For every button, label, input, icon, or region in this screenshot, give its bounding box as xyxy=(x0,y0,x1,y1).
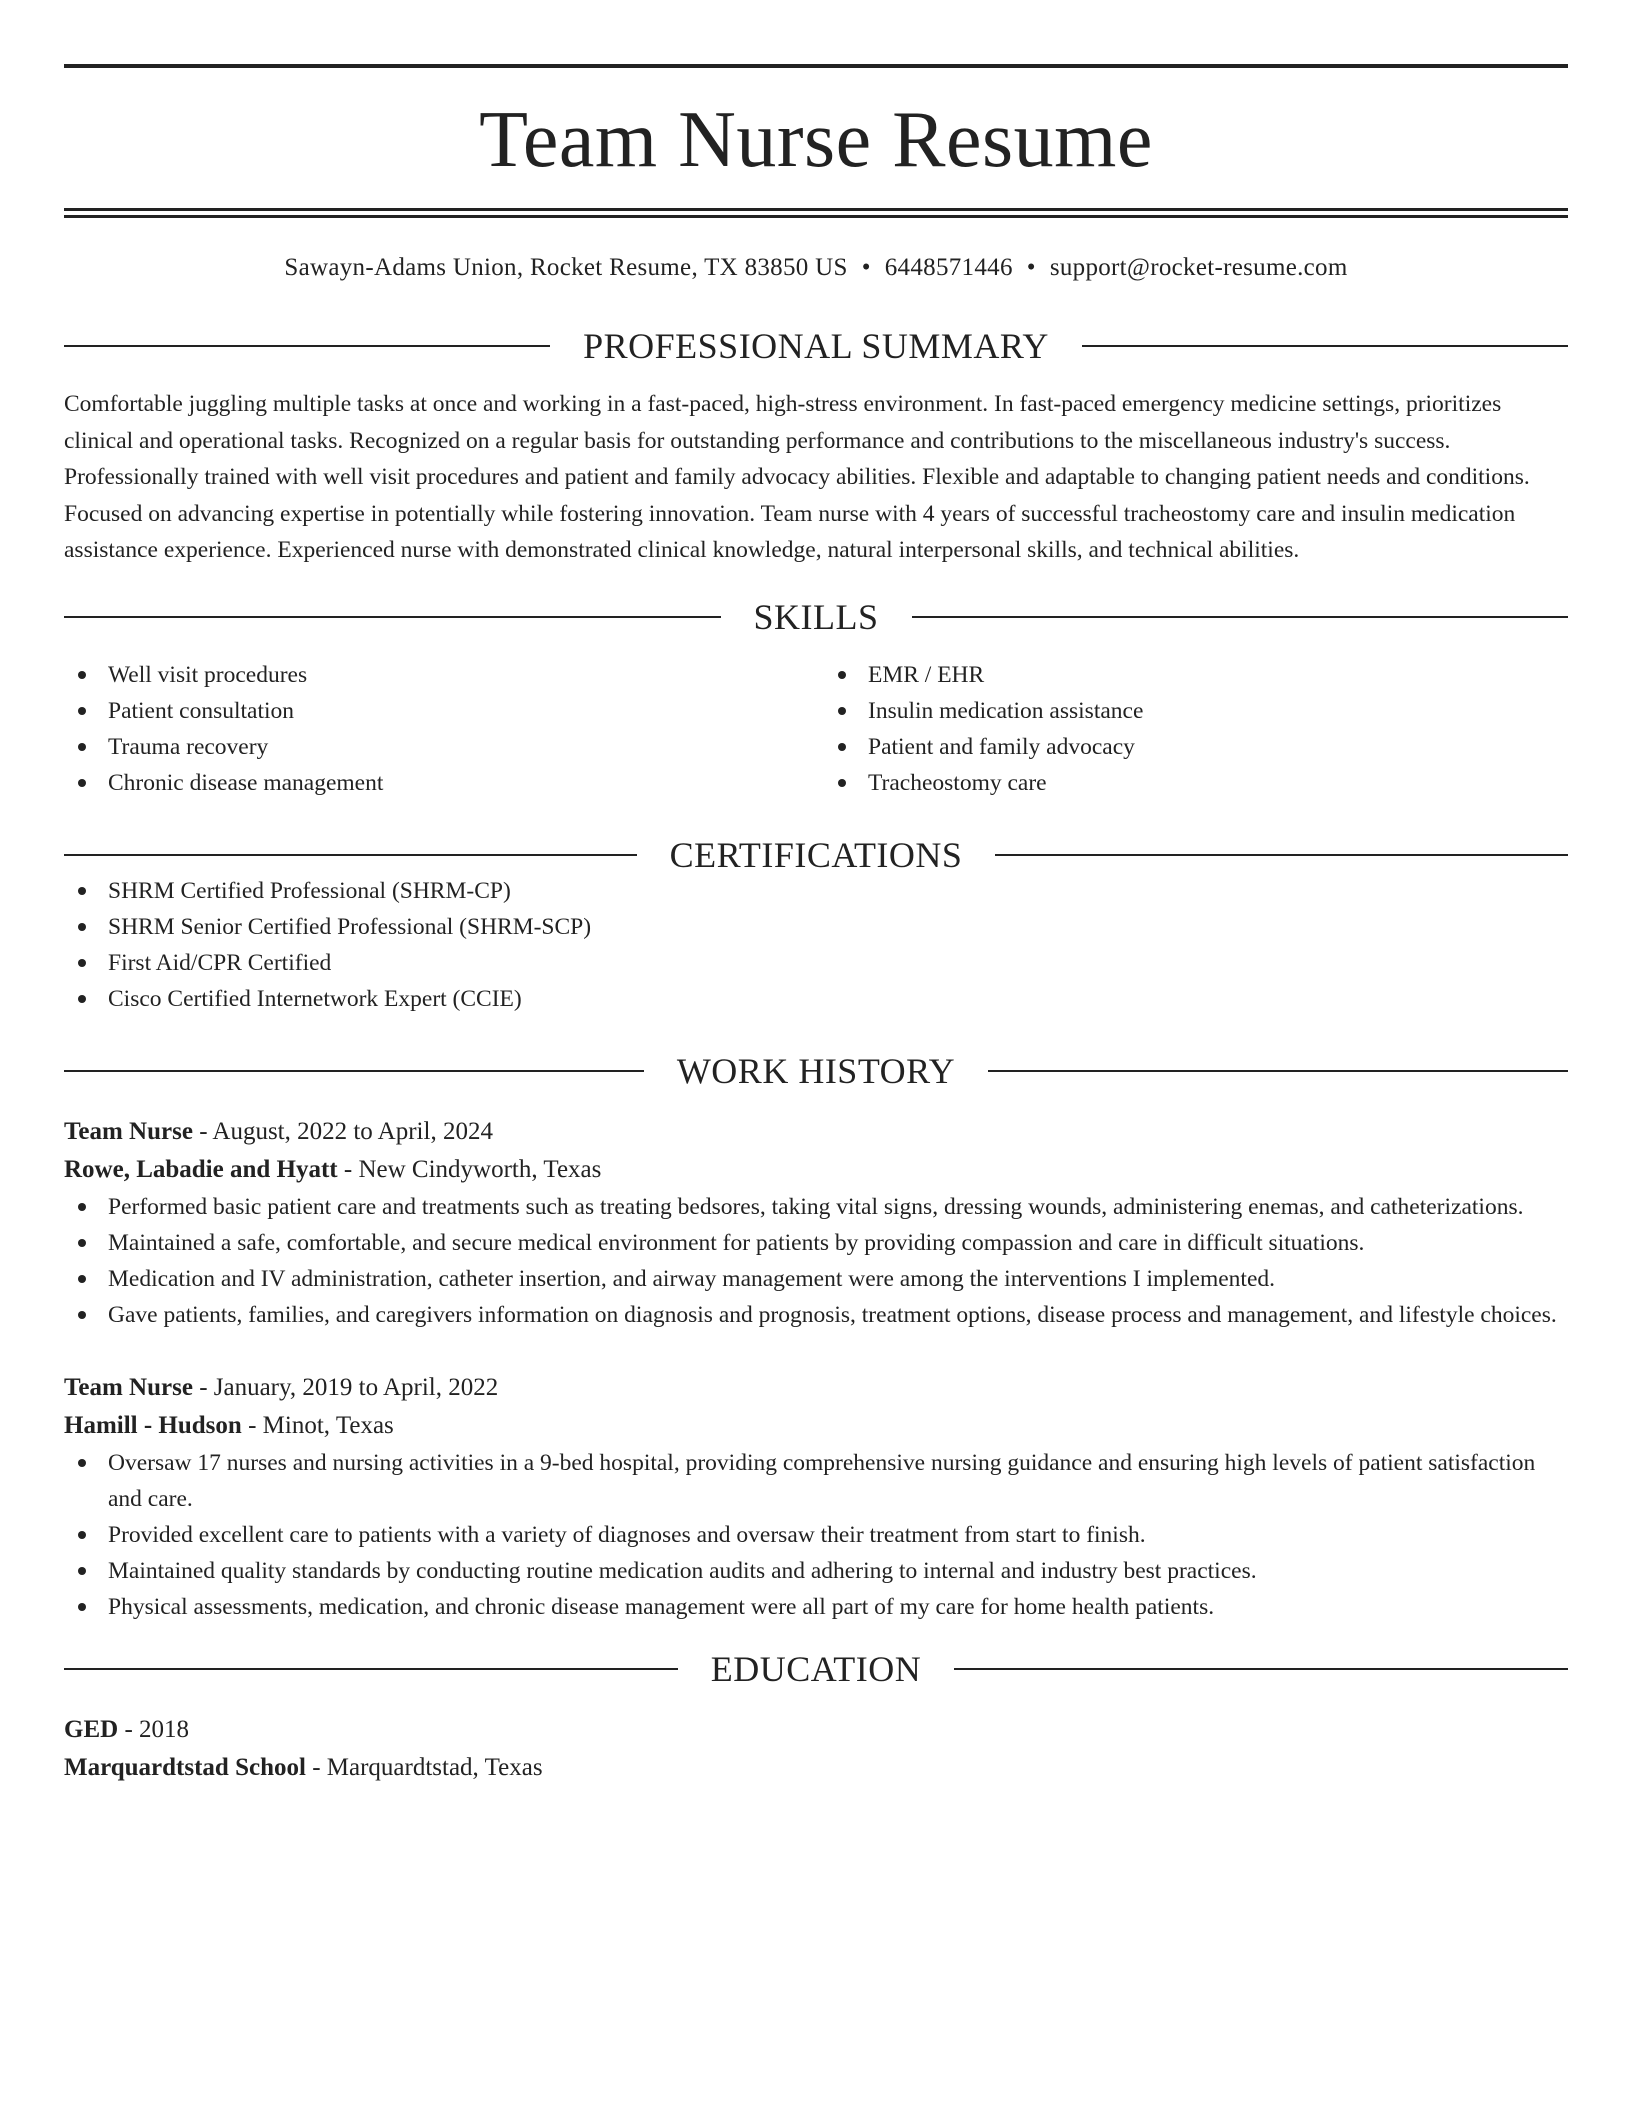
bullet-icon xyxy=(78,1531,86,1539)
list-item xyxy=(824,765,1568,801)
list-item xyxy=(64,1297,1568,1333)
list-item xyxy=(824,693,1568,729)
bullet-icon xyxy=(838,707,846,715)
job-title: Team Nurse xyxy=(64,1373,193,1401)
job-dates: - August, 2022 to April, 2024 xyxy=(199,1117,493,1145)
section-heading-summary xyxy=(64,328,1568,364)
section-heading-work-history xyxy=(64,1050,1568,1091)
contact-separator: • xyxy=(1026,254,1036,281)
bullet-icon xyxy=(78,1311,86,1319)
job-bullet-text: Oversaw 17 nurses and nursing activities in a 9-bed hospital, providing comprehensive nursing guidance and ensuring high levels of patient satisfaction and care. xyxy=(108,1449,1536,1512)
education-year: - 2018 xyxy=(124,1715,190,1743)
list-item xyxy=(64,1261,1568,1297)
job-company: Rowe, Labadie and Hyatt xyxy=(64,1155,338,1183)
contact-address: Sawayn-Adams Union, Rocket Resume, TX 83850 US xyxy=(284,254,848,281)
job-company-line xyxy=(64,1151,1568,1189)
skill-label: Patient consultation xyxy=(108,697,295,724)
job-bullet-text: Physical assessments, medication, and chronic disease management were all part of my care for home health patients. xyxy=(108,1593,1215,1620)
job-bullet-text: Maintained a safe, comfortable, and secure medical environment for patients by providing compassion and care in difficult situations. xyxy=(108,1229,1365,1256)
list-item xyxy=(64,1589,1568,1625)
skills-column-right xyxy=(808,657,1568,801)
section-title: WORK HISTORY xyxy=(676,1050,956,1091)
title-double-rule xyxy=(64,208,1568,218)
job-title-line xyxy=(64,1113,1568,1151)
certification-label: SHRM Senior Certified Professional (SHRM-SCP) xyxy=(108,913,592,940)
list-item xyxy=(64,1445,1568,1517)
skill-label: Well visit procedures xyxy=(108,661,308,688)
heading-rule xyxy=(64,616,721,618)
heading-rule xyxy=(64,1668,678,1670)
skill-label: Patient and family advocacy xyxy=(868,733,1135,760)
skill-label: EMR / EHR xyxy=(868,661,985,688)
bullet-icon xyxy=(78,1239,86,1247)
list-item xyxy=(64,693,808,729)
contact-phone[interactable]: 6448571446 xyxy=(884,254,1013,281)
list-item xyxy=(824,657,1568,693)
job-location: - New Cindyworth, Texas xyxy=(343,1155,602,1183)
certification-label: First Aid/CPR Certified xyxy=(108,949,332,976)
certification-label: SHRM Certified Professional (SHRM-CP) xyxy=(108,877,511,904)
bullet-icon xyxy=(78,1459,86,1467)
section-heading-skills xyxy=(64,596,1568,637)
page-title: Team Nurse Resume xyxy=(479,96,1153,184)
list-item xyxy=(64,909,1568,945)
contact-line xyxy=(64,254,1568,282)
bullet-icon xyxy=(78,1603,86,1611)
job-entry xyxy=(64,1369,1568,1625)
list-item xyxy=(64,981,1568,1017)
education-degree: GED xyxy=(64,1715,119,1743)
heading-rule xyxy=(954,1668,1568,1670)
job-bullet-text: Gave patients, families, and caregivers information on diagnosis and prognosis, treatment options, disease process and management, and lifestyle choices. xyxy=(108,1301,1557,1328)
bullet-icon xyxy=(78,707,86,715)
heading-rule xyxy=(995,854,1568,856)
section-title: SKILLS xyxy=(753,596,879,637)
job-bullet-text: Medication and IV administration, catheter insertion, and airway management were among the interventions I implemented. xyxy=(108,1265,1276,1292)
bullet-icon xyxy=(838,779,846,787)
bullet-icon xyxy=(78,1275,86,1283)
section-title: PROFESSIONAL SUMMARY xyxy=(583,326,1049,366)
bullet-icon xyxy=(78,779,86,787)
job-company: Hamill - Hudson xyxy=(64,1411,242,1439)
job-title-line xyxy=(64,1369,1568,1407)
list-item xyxy=(64,873,1568,909)
bullet-icon xyxy=(78,923,86,931)
education-location: - Marquardtstad, Texas xyxy=(312,1753,543,1781)
bullet-icon xyxy=(78,671,86,679)
job-bullet-text: Maintained quality standards by conducting routine medication audits and adhering to internal and industry best practices. xyxy=(108,1557,1257,1584)
list-item xyxy=(64,945,1568,981)
section-title: CERTIFICATIONS xyxy=(669,834,963,875)
job-dates: - January, 2019 to April, 2022 xyxy=(199,1373,499,1401)
job-company-line xyxy=(64,1407,1568,1445)
bullet-icon xyxy=(838,671,846,679)
heading-rule xyxy=(64,1070,644,1072)
job-bullet-text: Provided excellent care to patients with a variety of diagnoses and oversaw their treatment from start to finish. xyxy=(108,1521,1146,1548)
education-degree-line xyxy=(64,1711,1568,1749)
job-location: - Minot, Texas xyxy=(248,1411,394,1439)
skill-label: Chronic disease management xyxy=(108,769,384,796)
heading-rule xyxy=(912,616,1569,618)
list-item xyxy=(64,729,808,765)
skill-label: Tracheostomy care xyxy=(868,769,1047,796)
skills-column-left xyxy=(64,657,808,801)
contact-email[interactable]: support@rocket-resume.com xyxy=(1049,254,1348,281)
education-school: Marquardtstad School xyxy=(64,1753,306,1781)
certifications-list xyxy=(64,873,1568,1017)
job-bullet-text: Performed basic patient care and treatments such as treating bedsores, taking vital signs, dressing wounds, administering enemas, and catheterizations. xyxy=(108,1193,1524,1220)
bullet-icon xyxy=(78,1203,86,1211)
list-item xyxy=(64,1553,1568,1589)
bullet-icon xyxy=(78,887,86,895)
section-heading-certifications xyxy=(64,834,1568,875)
skills-list xyxy=(64,657,1568,801)
heading-rule xyxy=(988,1070,1568,1072)
section-title: EDUCATION xyxy=(710,1648,922,1689)
bullet-icon xyxy=(78,743,86,751)
list-item xyxy=(64,657,808,693)
bullet-icon xyxy=(78,959,86,967)
heading-rule xyxy=(1082,345,1568,347)
section-heading-education xyxy=(64,1648,1568,1689)
job-bullets xyxy=(64,1445,1568,1625)
bullet-icon xyxy=(78,995,86,1003)
job-title: Team Nurse xyxy=(64,1117,193,1145)
education-entry xyxy=(64,1711,1568,1787)
list-item xyxy=(64,1225,1568,1261)
bullet-icon xyxy=(838,743,846,751)
education-school-line xyxy=(64,1749,1568,1787)
heading-rule xyxy=(64,345,550,347)
list-item xyxy=(64,1189,1568,1225)
job-entry xyxy=(64,1113,1568,1333)
list-item xyxy=(824,729,1568,765)
skill-label: Insulin medication assistance xyxy=(868,697,1144,724)
contact-separator: • xyxy=(861,254,871,281)
skill-label: Trauma recovery xyxy=(108,733,269,760)
summary-text: Comfortable juggling multiple tasks at once and working in a fast-paced, high-stress environment. In fast-paced emergency medicine settings, prioritizes clinical and operational tasks. Recognized on a regular basis for outstanding performance and contributions to the miscellaneous industry's success. Professionally trained with well visit procedures and patient and family advocacy abilities. Flexible and adaptable to changing patient needs and conditions. Focused on advancing expertise in potentially while fostering innovation. Team nurse with 4 years of successful tracheostomy care and insulin medication assistance experience. Experienced nurse with demonstrated clinical knowledge, natural interpersonal skills, and technical abilities. xyxy=(64,391,1530,563)
top-rule xyxy=(64,64,1568,68)
certification-label: Cisco Certified Internetwork Expert (CCIE) xyxy=(108,985,522,1012)
bullet-icon xyxy=(78,1567,86,1575)
heading-rule xyxy=(64,854,637,856)
list-item xyxy=(64,765,808,801)
job-bullets xyxy=(64,1189,1568,1333)
list-item xyxy=(64,1517,1568,1553)
